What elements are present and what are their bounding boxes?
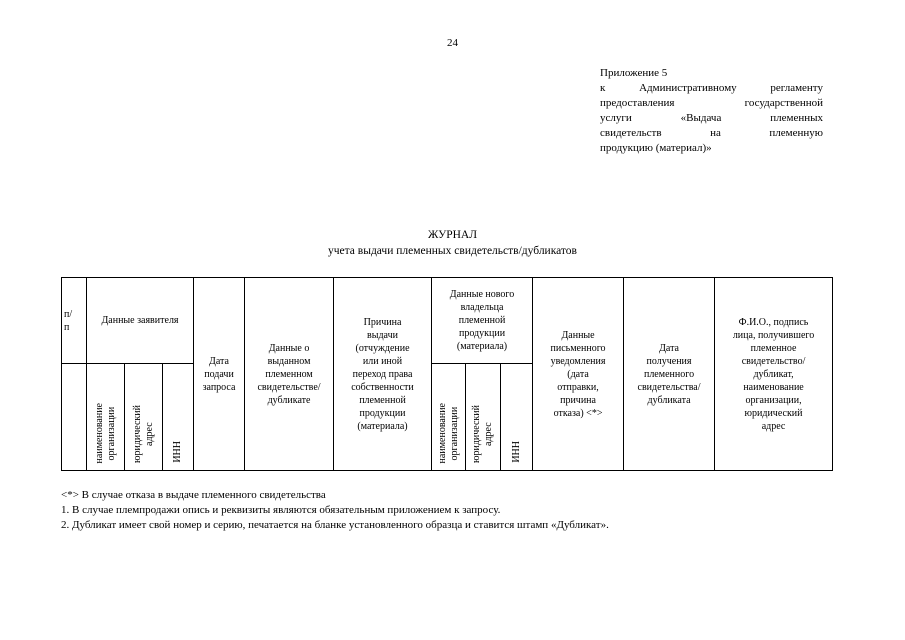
- header-row-number-empty: [62, 364, 87, 471]
- header-reason: Причина выдачи (отчуждение или иной переход права собственности племенной продукции (материала): [334, 278, 432, 471]
- appendix-word: племенную: [769, 127, 823, 139]
- header-new-owner-data: Данные нового владельца племенной продукции (материала): [432, 278, 533, 364]
- journal-title-main: ЖУРНАЛ: [427, 229, 478, 241]
- header-receipt-date: Дата получения племенного свидетельства/ дубликата: [624, 278, 715, 471]
- applicant-address-label: юридический адрес: [131, 405, 155, 463]
- note-1: 1. В случае племпродажи опись и реквизиты являются обязательным приложением к запросу.: [61, 504, 501, 516]
- footnote: <*> В случае отказа в выдаче племенного свидетельства: [61, 489, 326, 501]
- appendix-word: регламенту: [770, 82, 823, 94]
- appendix-line-3: [600, 96, 823, 111]
- owner-inn-label: ИНН: [510, 441, 522, 463]
- journal-title-sub: учета выдачи племенных свидетельств/дубликатов: [328, 245, 577, 257]
- notes: [61, 488, 861, 533]
- header-applicant-inn: [163, 364, 194, 471]
- applicant-inn-label: ИНН: [172, 441, 183, 463]
- header-applicant-org-name: [87, 364, 125, 471]
- header-submission-date: Дата подачи запроса: [194, 278, 245, 471]
- applicant-org-name-label: наименование организации: [93, 402, 117, 463]
- appendix-word: племенных: [770, 112, 823, 124]
- page-number: 24: [447, 37, 458, 49]
- appendix-word: на: [710, 127, 721, 139]
- journal-table: [61, 277, 833, 471]
- header-owner-org-name: [432, 364, 466, 471]
- appendix-header: [600, 66, 823, 156]
- owner-address-label: юридический адрес: [471, 405, 495, 463]
- appendix-line-4: [600, 111, 823, 126]
- appendix-line-2: [600, 81, 823, 96]
- appendix-word: «Выдача: [680, 112, 722, 124]
- journal-title: [0, 227, 905, 259]
- header-issued-certificate: Данные о выданном племенном свидетельстве/ дубликате: [245, 278, 334, 471]
- header-recipient: Ф.И.О., подпись лица, получившего племенное свидетельство/ дубликат, наименование организации, юридический адрес: [715, 278, 833, 471]
- owner-org-name-label: наименование организации: [436, 402, 460, 463]
- appendix-word: государственной: [744, 97, 823, 109]
- appendix-word: свидетельств: [600, 127, 662, 139]
- appendix-line-5: [600, 126, 823, 141]
- appendix-line-1: Приложение 5: [600, 67, 668, 79]
- header-row-number: п/ п: [62, 278, 87, 364]
- appendix-word: Административному: [639, 82, 737, 94]
- header-owner-inn: [501, 364, 533, 471]
- note-2: 2. Дубликат имеет свой номер и серию, печатается на бланке установленного образца и ставится штамп «Дубликат».: [61, 519, 609, 531]
- appendix-word: предоставления: [600, 97, 675, 109]
- appendix-line-6: продукцию (материал)»: [600, 142, 712, 154]
- header-written-notice: Данные письменного уведомления (дата отправки, причина отказа) <*>: [533, 278, 624, 471]
- header-applicant-address: [125, 364, 163, 471]
- appendix-word: к: [600, 82, 606, 94]
- appendix-word: услуги: [600, 112, 632, 124]
- header-applicant-data: Данные заявителя: [87, 278, 194, 364]
- header-owner-address: [466, 364, 501, 471]
